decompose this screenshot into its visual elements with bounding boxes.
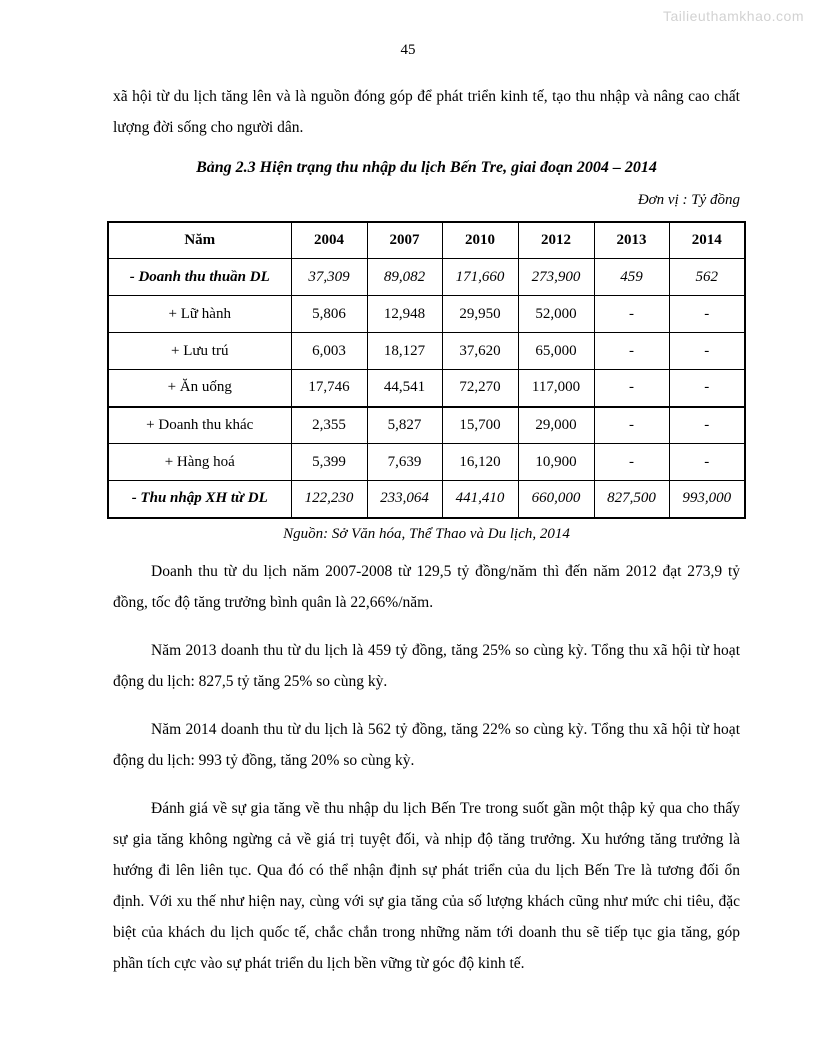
body-paragraph: Đánh giá về sự gia tăng về thu nhập du lịch Bến Tre trong suốt gần một thập kỷ qua cho thấy sự gia tăng không ngừng cả về giá trị tuyệt đối, và nhịp độ tăng trưởng. Xu hướng tăng trưởng là hướng đi lên liên tục. Qua đó có thể nhận định sự phát triển của du lịch Bến Tre là tương đối ổn định. Với xu thế như hiện nay, cùng với sự gia tăng của số lượng khách cũng như mức chi tiêu, đặc biệt của khách du lịch quốc tế, chắc chắn trong những năm tới doanh thu sẽ tiếp tục gia tăng, góp phần tích cực vào sự phát triển du lịch bền vững từ góc độ kinh tế. bbox=[113, 799, 740, 972]
col-header-nam: Năm bbox=[108, 222, 291, 259]
row-value: 18,127 bbox=[367, 333, 442, 370]
row-value: 29,000 bbox=[518, 407, 594, 444]
col-header-year: 2004 bbox=[291, 222, 367, 259]
col-header-year: 2010 bbox=[442, 222, 518, 259]
page-content bbox=[0, 81, 816, 979]
row-label: + Lữ hành bbox=[108, 296, 291, 333]
row-label: + Hàng hoá bbox=[108, 444, 291, 481]
intro-paragraph: xã hội từ du lịch tăng lên và là nguồn đóng góp để phát triển kinh tế, tạo thu nhập và nâng cao chất lượng đời sống cho người dân. bbox=[113, 88, 740, 136]
row-value: - bbox=[669, 407, 745, 444]
row-value: - bbox=[594, 370, 669, 407]
table-row bbox=[108, 370, 745, 407]
table-row bbox=[108, 296, 745, 333]
table-row bbox=[108, 481, 745, 518]
row-value: 5,806 bbox=[291, 296, 367, 333]
row-value: 15,700 bbox=[442, 407, 518, 444]
row-value: 273,900 bbox=[518, 259, 594, 296]
row-label: + Lưu trú bbox=[108, 333, 291, 370]
row-value: 65,000 bbox=[518, 333, 594, 370]
row-value: 89,082 bbox=[367, 259, 442, 296]
col-header-year: 2014 bbox=[669, 222, 745, 259]
row-value: 6,003 bbox=[291, 333, 367, 370]
row-label: - Thu nhập XH từ DL bbox=[108, 481, 291, 518]
row-value: 2,355 bbox=[291, 407, 367, 444]
row-value: 660,000 bbox=[518, 481, 594, 518]
table-row bbox=[108, 259, 745, 296]
row-value: - bbox=[594, 296, 669, 333]
row-value: 12,948 bbox=[367, 296, 442, 333]
row-value: 7,639 bbox=[367, 444, 442, 481]
row-value: 171,660 bbox=[442, 259, 518, 296]
site-watermark: Tailieuthamkhao.com bbox=[662, 8, 804, 24]
row-label: + Ăn uống bbox=[108, 370, 291, 407]
row-label: - Doanh thu thuần DL bbox=[108, 259, 291, 296]
row-value: 233,064 bbox=[367, 481, 442, 518]
revenue-table bbox=[107, 221, 746, 519]
body-paragraphs bbox=[113, 556, 740, 979]
row-value: 117,000 bbox=[518, 370, 594, 407]
row-value: 72,270 bbox=[442, 370, 518, 407]
row-value: 52,000 bbox=[518, 296, 594, 333]
row-value: - bbox=[594, 407, 669, 444]
table-row bbox=[108, 333, 745, 370]
table-row bbox=[108, 444, 745, 481]
table-caption: Bảng 2.3 Hiện trạng thu nhập du lịch Bến Tre, giai đoạn 2004 – 2014 bbox=[196, 158, 657, 176]
col-header-year: 2012 bbox=[518, 222, 594, 259]
row-value: - bbox=[669, 296, 745, 333]
row-value: - bbox=[594, 333, 669, 370]
row-value: 10,900 bbox=[518, 444, 594, 481]
body-paragraph: Năm 2013 doanh thu từ du lịch là 459 tỷ đồng, tăng 25% so cùng kỳ. Tổng thu xã hội từ hoạt động du lịch: 827,5 tỷ tăng 25% so cùng kỳ. bbox=[113, 641, 740, 690]
row-value: 441,410 bbox=[442, 481, 518, 518]
page-number: 45 bbox=[400, 42, 416, 58]
table-source: Nguồn: Sở Văn hóa, Thể Thao và Du lịch, 2014 bbox=[283, 525, 570, 542]
row-value: - bbox=[669, 333, 745, 370]
row-label: + Doanh thu khác bbox=[108, 407, 291, 444]
table-row bbox=[108, 407, 745, 444]
row-value: 993,000 bbox=[669, 481, 745, 518]
row-value: - bbox=[669, 370, 745, 407]
row-value: 459 bbox=[594, 259, 669, 296]
table-header-row bbox=[108, 222, 745, 259]
row-value: 562 bbox=[669, 259, 745, 296]
body-paragraph: Doanh thu từ du lịch năm 2007-2008 từ 129,5 tỷ đồng/năm thì đến năm 2012 đạt 273,9 tỷ đồng, tốc độ tăng trưởng bình quân là 22,66%/năm. bbox=[113, 562, 740, 611]
row-value: 827,500 bbox=[594, 481, 669, 518]
row-value: 44,541 bbox=[367, 370, 442, 407]
row-value: - bbox=[594, 444, 669, 481]
unit-note: Đơn vị : Tỷ đồng bbox=[637, 191, 740, 208]
body-paragraph: Năm 2014 doanh thu từ du lịch là 562 tỷ đồng, tăng 22% so cùng kỳ. Tổng thu xã hội từ hoạt động du lịch: 993 tỷ đồng, tăng 20% so cùng kỳ. bbox=[113, 720, 740, 769]
row-value: 16,120 bbox=[442, 444, 518, 481]
row-value: 37,620 bbox=[442, 333, 518, 370]
row-value: 17,746 bbox=[291, 370, 367, 407]
col-header-year: 2013 bbox=[594, 222, 669, 259]
row-value: 5,827 bbox=[367, 407, 442, 444]
row-value: 122,230 bbox=[291, 481, 367, 518]
row-value: - bbox=[669, 444, 745, 481]
row-value: 5,399 bbox=[291, 444, 367, 481]
row-value: 29,950 bbox=[442, 296, 518, 333]
row-value: 37,309 bbox=[291, 259, 367, 296]
col-header-year: 2007 bbox=[367, 222, 442, 259]
